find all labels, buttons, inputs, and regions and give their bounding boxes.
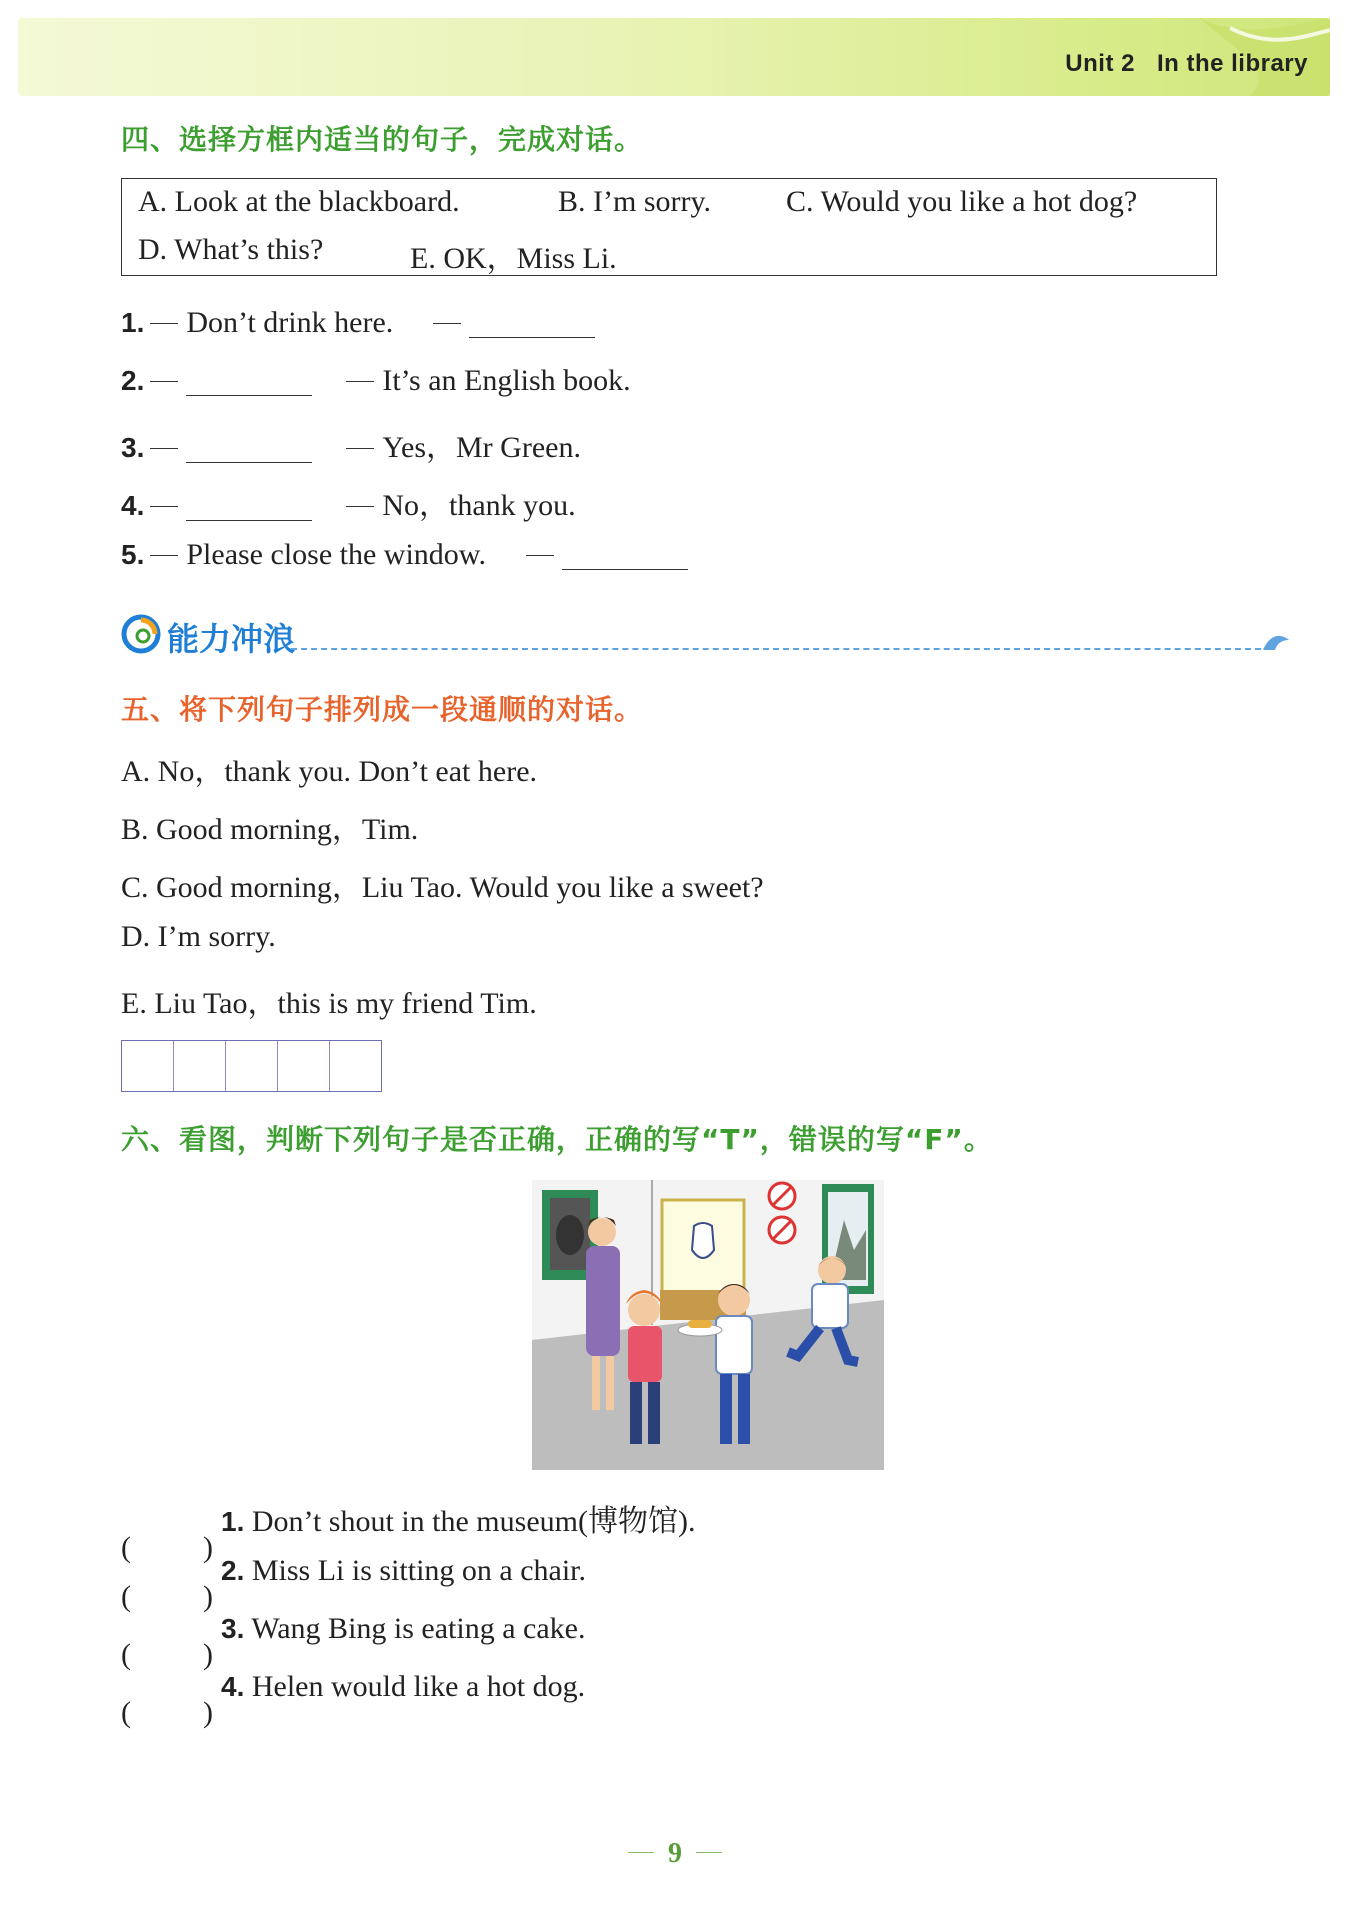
- sentence-a: A. No，thank you. Don’t eat here.: [121, 755, 538, 788]
- answer-blank-3[interactable]: [186, 432, 312, 463]
- order-cell[interactable]: [122, 1041, 174, 1091]
- ability-dashed-line: [291, 648, 1261, 650]
- order-answer-boxes: [121, 1040, 382, 1092]
- girl-figure: [628, 1294, 660, 1326]
- choice-c: C. Would you like a hot dog?: [786, 185, 1138, 218]
- choice-b: B. I’m sorry.: [558, 185, 712, 218]
- dialogue-item-4: 4. No，thank you.: [121, 489, 576, 522]
- section5-title: 五、将下列句子排列成一段通顺的对话。: [121, 693, 644, 726]
- page-number: 9: [0, 1838, 1350, 1870]
- dialogue-item-2: 2. It’s an English book.: [121, 364, 631, 397]
- museum-illustration: [532, 1180, 884, 1470]
- unit-header: [1065, 50, 1308, 78]
- section6-title: 六、看图，判断下列句子是否正确，正确的写“T”，错误的写“F”。: [121, 1123, 993, 1156]
- order-cell[interactable]: [226, 1041, 278, 1091]
- answer-blank-2[interactable]: [186, 365, 312, 396]
- sentence-b: B. Good morning，Tim.: [121, 813, 419, 846]
- sentence-e: E. Liu Tao，this is my friend Tim.: [121, 987, 537, 1020]
- choice-d: D. What’s this?: [138, 233, 324, 266]
- ability-label: 能力冲浪: [167, 620, 296, 658]
- order-cell[interactable]: [278, 1041, 330, 1091]
- tf-item-3: ( ) 3. Wang Bing is eating a cake.: [121, 1612, 586, 1671]
- unit-number: Unit 2: [1065, 50, 1135, 77]
- order-cell[interactable]: [330, 1041, 381, 1091]
- section4-title: 四、选择方框内适当的句子，完成对话。: [121, 123, 644, 156]
- vase: [692, 1223, 714, 1258]
- choice-e: E. OK，Miss Li.: [410, 242, 617, 275]
- choice-a: A. Look at the blackboard.: [138, 185, 460, 218]
- answer-blank-1[interactable]: [469, 307, 595, 338]
- tf-item-2: ( ) 2. Miss Li is sitting on a chair.: [121, 1554, 587, 1613]
- tf-item-1: ( ) 1. Don’t shout in the museum(博物馆).: [121, 1505, 696, 1564]
- dialogue-item-3: 3. Yes，Mr Green.: [121, 431, 581, 464]
- dialogue-item-5: 5. Please close the window.: [121, 538, 688, 572]
- running-boy-figure: [818, 1256, 846, 1284]
- teacher-figure: [588, 1218, 616, 1246]
- order-cell[interactable]: [174, 1041, 226, 1091]
- answer-blank-5[interactable]: [562, 539, 688, 570]
- swirl-icon: [121, 614, 161, 654]
- tf-item-4: ( ) 4. Helen would like a hot dog.: [121, 1670, 586, 1729]
- dialogue-item-1: 1. Don’t drink here.: [121, 306, 595, 340]
- answer-blank-4[interactable]: [186, 490, 312, 521]
- sentence-c: C. Good morning，Liu Tao. Would you like a sweet?: [121, 871, 764, 904]
- wave-icon: [1261, 630, 1291, 654]
- ability-banner: [121, 612, 1291, 658]
- choice-box: [121, 178, 1217, 276]
- unit-title: In the library: [1156, 50, 1308, 77]
- sentence-d: D. I’m sorry.: [121, 920, 276, 953]
